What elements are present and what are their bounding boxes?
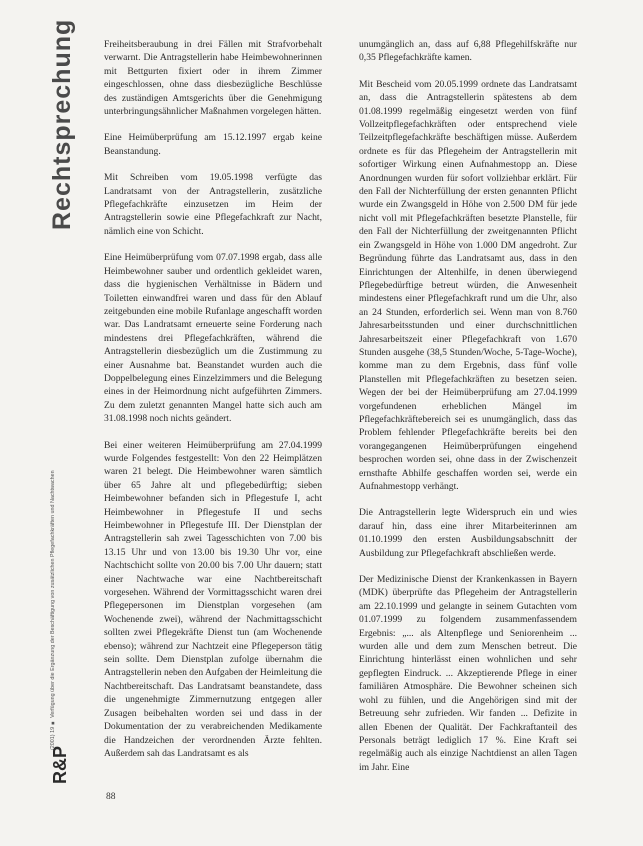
page-number: 88 bbox=[106, 792, 116, 802]
paragraph: Eine Heimüberprüfung vom 07.07.1998 ergab, dass alle Heimbewohner sauber und ordentlich gekleidet waren, dass die hygienischen Verhältnisse in Bädern und Toiletten einwandfrei waren und dass für den Ablauf zeitgebunden eine mobile Rufanlage angeschafft worden war. Das Landratsamt erneuerte seine Forderung nach mindestens drei Pflegefachkräften, während die Antragstellerin diesbezüglich um die Zustimmung zu einer Ausnahme bat. Beanstandet wurden auch die Doppelbelegung eines Einzelzimmers und die Belegung eines in der Heimordnung nicht aufgeführten Zimmers. Zu dem zuletzt genannten Mangel hatte sich auch am 31.08.1998 noch nichts geändert. bbox=[104, 252, 322, 425]
running-head: (2001) 19 ■ Verfügung über die Ergänzung der Beschäftigung von zusätzlichen Pflegefachkräften und Nachtwachen bbox=[50, 470, 56, 750]
paragraph: Mit Bescheid vom 20.05.1999 ordnete das Landratsamt an, dass die Antragstellerin spätestens ab dem 01.08.1999 regelmäßig eingesetzt werden von fünf Vollzeitpflegefachkräften oder entsprechend viele Teilzeitpflegefachkräfte beschäftigen müsse. Außerdem ordnete es für das Pflegeheim der Antragstellerin mit sofortiger Wirkung einen Aufnahmestopp an. Diese Anordnungen wurden für sofort vollziehbar erklärt. Für den Fall der Nichterfüllung der ersten genannten Pflicht wurde ein Zwangsgeld in Höhe von 2.500 DM für jede nicht voll mit Pflegefachkräften besetzte Planstelle, für den Fall der Nichterfüllung der zweitgenannten Pflicht ein Zwangsgeld in Höhe von 1.000 DM angedroht. Zur Begründung führte das Landratsamt aus, dass in den Einrichtungen der Altenhilfe, in denen überwiegend Pflegebedürftige betreut würden, die Anwesenheit mindestens einer Pflegefachkraft rund um die Uhr, also an 24 Stunden, erforderlich sei. Wenn man von 8.760 Jahresarbeitsstunden und einer durchschnittlichen Jahresarbeitszeit einer Pflegefachkraft von 1.670 Stunden ausgehe (38,5 Stunden/Woche, 5-Tage-Woche), komme man zu dem Ergebnis, dass fünf volle Planstellen mit Pflegefachkräften zu besetzen seien. Wegen der bei der Heimüberprüfung am 27.04.1999 vorgefundenen erheblichen Mängel im Pflegefachkräftebereich sei es unumgänglich, dass das Problem fehlender Pflegefachkräfte bereits bei den vorangegangenen Heimüberprüfungen eingehend besprochen worden sei, ohne dass in der Zwischenzeit ernsthafte Abhilfe geschaffen worden sei, werde ein Aufnahmestopp verhängt. bbox=[359, 78, 577, 492]
paragraph: Die Antragstellerin legte Widerspruch ein und wies darauf hin, dass eine ihrer Mitarbeiterinnen am 01.10.1999 den ersten Ausbildungsabschnitt der Ausbildung zur Pflegefachkraft abschließen werde. bbox=[359, 507, 577, 559]
journal-logo: R&P bbox=[50, 745, 70, 784]
paragraph: unumgänglich an, dass auf 6,88 Pflegehilfskräfte nur 0,35 Pflegefachkräfte kamen. bbox=[359, 39, 577, 64]
section-title: Rechtsprechung bbox=[48, 18, 76, 230]
right-column bbox=[359, 38, 577, 787]
left-column bbox=[104, 38, 322, 773]
paragraph: Freiheitsberaubung in drei Fällen mit Strafvorbehalt verwarnt. Die Antragstellerin habe Heimbewohnerinnen mit Bettgurten fixiert oder in ihrem Zimmer eingeschlossen, ohne dass diesbezügliche Beschlüsse des zuständigen Amtsgerichts über die Genehmigung unterbringungsähnlicher Maßnahmen vorgelegen hätten. bbox=[104, 39, 322, 118]
paragraph: Eine Heimüberprüfung am 15.12.1997 ergab keine Beanstandung. bbox=[104, 132, 322, 157]
paragraph: Bei einer weiteren Heimüberprüfung am 27.04.1999 wurde Folgendes festgestellt: Von den 22 Heimplätzen waren 21 belegt. Die Heimbewohner waren sämtlich über 65 Jahre alt und pflegebedürftig; sieben Heimbewohner befanden sich in Pflegestufe I, acht Heimbewohner in Pflegestufe II und sechs Heimbewohner in Pflegestufe III. Der Dienstplan der Antragstellerin sah zwei Tagesschichten von 7.00 bis 13.15 Uhr und von 13.00 bis 19.30 Uhr vor, eine Nachtschicht sollte von 20.00 bis 7.00 Uhr dauern; statt einer Nachtwache war eine Nachtbereitschaft vorgesehen. Während der Vormittagsschicht waren drei Pflegepersonen im Dienstplan vorgesehen (am Wochenende zwei), während der Nachmittagsschicht sollten zwei Pflegekräfte Dienst tun (am Wochenende ebenso); während zur Nachtzeit eine Pflegeperson tätig sein sollte. Dem Dienstplan zufolge übernahm die Antragstellerin neben den Aufgaben der Heimleitung die Nachtbereitschaft. Das Landratsamt beanstandete, dass die ungenehmigte Zimmernutzung entgegen aller Zusagen beibehalten worden sei und dass in der Dokumentation der zu verabreichenden Medikamente die Handzeichen der verordnenden Ärzte fehlten. Außerdem sah das Landratsamt es als bbox=[104, 439, 322, 759]
paragraph: Mit Schreiben vom 19.05.1998 verfügte das Landratsamt von der Antragstellerin, zusätzliche Pflegefachkräfte einzusetzen im Heim der Antragstellerin sowie eine Pflegefachkraft zur Nacht, nämlich eine von Schicht. bbox=[104, 172, 322, 237]
paragraph: Der Medizinische Dienst der Krankenkassen in Bayern (MDK) überprüfte das Pflegeheim der Antragstellerin am 22.10.1999 und gelangte in seinem Gutachten vom 01.07.1999 zu folgendem zusammenfassendem Ergebnis: „... als Altenpflege und Seniorenheim ... wurden alle und dem zum Menschen betreut. Die Einrichtung hinterlässt einen wohnlichen und sehr gepflegten Eindruck. ... Akzeptierende Pflege in einer familiären Atmosphäre. Die Bewohner scheinen sich wohl zu fühlen, und die Angehörigen sind mit der Betreuung sehr zufrieden. Wir fanden ... Defizite in allen Ebenen der Qualität. Der Fachkraftanteil des Personals beträgt lediglich 17 %. Eine Kraft sei regelmäßig auch als einzige Nachtdienst an allen Tagen im Jahr. Eine bbox=[359, 574, 577, 773]
